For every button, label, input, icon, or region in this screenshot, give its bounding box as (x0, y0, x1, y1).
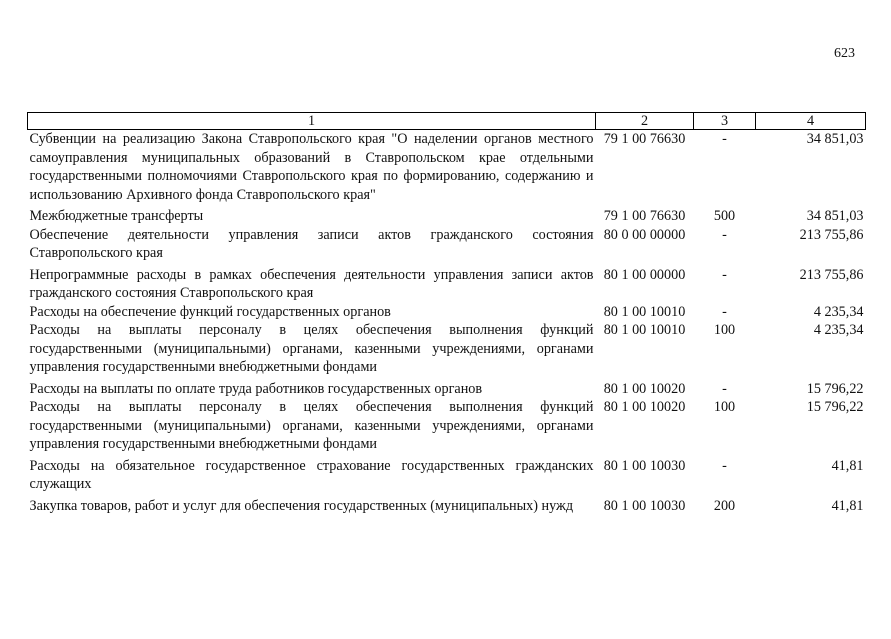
header-col-1: 1 (28, 113, 596, 130)
row-type: - (722, 303, 727, 320)
row-code: 80 1 00 10030 (603, 497, 686, 514)
row-code: 79 1 00 76630 (603, 208, 686, 224)
row-amount: 4 235,34 (813, 303, 864, 320)
row-type: 100 (713, 399, 736, 415)
row-code: 80 1 00 10020 (603, 380, 686, 397)
row-type: - (722, 457, 727, 474)
row-type: - (722, 226, 727, 243)
row-type: - (722, 266, 727, 283)
table-row (28, 494, 866, 516)
row-type: 100 (713, 322, 736, 338)
table-row (28, 377, 866, 399)
header-col-4: 4 (756, 113, 866, 130)
row-description: Обеспечение деятельности управления записи актов гражданского состояния Ставропольского края (29, 226, 594, 261)
row-description: Непрограммные расходы в рамках обеспечения деятельности управления записи актов гражданского состояния Ставропольского края (29, 266, 594, 301)
row-type: - (722, 131, 727, 147)
table-header-row (28, 113, 866, 130)
row-code: 79 1 00 76630 (603, 131, 686, 147)
row-type: 200 (713, 497, 736, 514)
page-number: 623 (834, 46, 855, 61)
row-description: Межбюджетные трансферты (29, 208, 204, 224)
row-description: Расходы на выплаты персоналу в целях обеспечения выполнения функций государственными (муниципальными) органами, казенными учреждениями, органами управления государственными внебюджетными фондами (29, 322, 594, 375)
row-amount: 213 755,86 (799, 266, 864, 283)
row-code: 80 1 00 00000 (603, 266, 686, 283)
row-description: Расходы на выплаты персоналу в целях обеспечения выполнения функций государственными (муниципальными) органами, казенными учреждениями, органами управления государственными внебюджетными фондами (29, 399, 594, 452)
row-code: 80 1 00 10010 (603, 303, 686, 320)
row-code: 80 1 00 10020 (603, 399, 686, 415)
row-description: Расходы на обеспечение функций государственных органов (29, 303, 391, 320)
table-row (28, 263, 866, 303)
row-amount: 15 796,22 (806, 399, 864, 415)
table-row (28, 204, 866, 226)
row-description: Субвенции на реализацию Закона Ставропольского края "О наделении органов местного самоуправления муниципальных образований в Ставропольском крае отдельными государственными полномочиями Ставропольского края по формированию, содержанию и использованию Архивного фонда Ставропольского края" (29, 131, 594, 203)
header-col-3: 3 (694, 113, 756, 130)
row-amount: 34 851,03 (806, 131, 864, 147)
row-code: 80 1 00 10030 (603, 457, 686, 474)
row-type: - (722, 380, 727, 397)
row-amount: 41,81 (831, 497, 864, 514)
row-amount: 213 755,86 (799, 226, 864, 243)
row-description: Закупка товаров, работ и услуг для обеспечения государственных (муниципальных) нужд (29, 497, 574, 514)
table-row (28, 130, 866, 205)
row-description: Расходы на выплаты по оплате труда работников государственных органов (29, 380, 483, 397)
budget-table (27, 112, 866, 515)
table-row (28, 454, 866, 494)
table-row (28, 226, 866, 263)
row-code: 80 1 00 10010 (603, 322, 686, 338)
row-amount: 15 796,22 (806, 380, 864, 397)
row-amount: 34 851,03 (806, 208, 864, 224)
row-description: Расходы на обязательное государственное страхование государственных гражданских служащих (29, 457, 594, 492)
row-amount: 4 235,34 (813, 322, 864, 338)
table-row (28, 303, 866, 322)
row-type: 500 (713, 208, 736, 224)
table-row (28, 398, 866, 454)
row-amount: 41,81 (831, 457, 864, 474)
table-row (28, 321, 866, 377)
header-col-2: 2 (596, 113, 694, 130)
row-code: 80 0 00 00000 (603, 226, 686, 243)
